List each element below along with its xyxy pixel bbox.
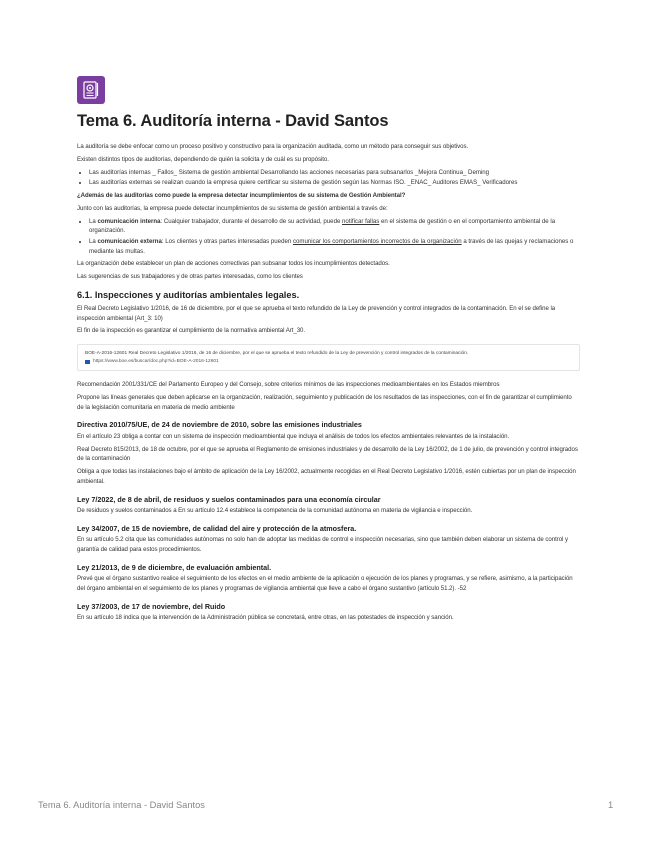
paragraph: Obliga a que todas las instalaciones bajo el ámbito de aplicación de la Ley 16/2002, actualmente recogidas en el Real Decreto Legislativo 1/2016, estén cubiertas por un plan de inspección ambiental. [77, 468, 576, 485]
bookmark-title: BOE-A-2016-12601 Real Decreto Legislativo 1/2016, de 16 de diciembre, por el que se aprueba el texto refundido de la Ley de prevención y control integrados de la contaminación. [85, 351, 469, 357]
paragraph: Recomendación 2001/331/CE del Parlamento Europeo y del Consejo, sobre criterios mínimos de las inspecciones medioambientales en los Estados miembros [77, 381, 500, 389]
paragraph: De residuos y suelos contaminados a En su artículo 12.4 establece la competencia de la comunidad autónoma en materia de vigilancia e inspección. [77, 507, 473, 515]
list-item: • La comunicación interna: Cualquier trabajador, durante el desarrollo de su actividad, puede notificar fallas en el sistema de gestión o en el comportamiento ambiental de la organización. [89, 217, 580, 236]
paragraph: Propone las líneas generales que deben aplicarse en la organización, realización, seguimiento y publicación de los resultados de las inspecciones, con el fin de garantizar el cumplimiento de la legislación comunitaria en materia de medio ambiente [77, 393, 572, 411]
audit-types-list [77, 168, 580, 188]
document-gear-icon [77, 76, 105, 104]
question-heading: ¿Además de las auditorías como puede la empresa detectar incumplimientos de su sistema de Gestión Ambiental? [77, 192, 406, 199]
page-number: 1 [608, 800, 614, 810]
intro-paragraph: La auditoría se debe enfocar como un proceso positivo y constructivo para la organización auditada, como un método para conseguir sus objetivos. [77, 143, 469, 150]
subsection-heading: Ley 21/2013, de 9 de diciembre, de evaluación ambiental. [77, 562, 272, 572]
bookmark-url: https://www.boe.es/buscar/doc.php?id=BOE-A-2016-12601 [93, 359, 219, 365]
page-title: Tema 6. Auditoría interna - David Santos [77, 112, 389, 130]
paragraph: En su artículo 18 indica que la intervención de la Administración pública se concretará, entre otras, en las potestades de inspección y sanción. [77, 614, 454, 622]
subsection-heading: Ley 37/2003, de 17 de noviembre, del Ruido [77, 601, 226, 611]
list-item: • La comunicación externa: Los clientes y otras partes interesadas pueden comunicar los comportamientos incorrectos de la organización a través de las quejas y reclamaciones o mediante las multas. [89, 237, 580, 256]
footer-title: Tema 6. Auditoría interna - David Santos [38, 800, 205, 810]
section-heading: 6.1. Inspecciones y auditorías ambientales legales. [77, 289, 300, 300]
page-content [77, 76, 580, 626]
paragraph: El fin de la inspección es garantizar el cumplimiento de la normativa ambiental Art_30. [77, 327, 306, 335]
subsection-heading: Ley 34/2007, de 15 de noviembre, de calidad del aire y protección de la atmosfera. [77, 523, 357, 533]
question-intro: Junto con las auditorías, la empresa puede detectar incumplimientos de su sistema de gestión ambiental a través de: [77, 204, 388, 212]
list-item: • Las auditorías internas _ Fallos_ Sistema de gestión ambiental Desarrollando las acciones necesarias para subsanarlos _Mejora Continua_ Deming [89, 168, 580, 178]
outro-paragraph: La organización debe establecer un plan de acciones correctivas pan subsanar todos los incumplimientos detectados. [77, 260, 390, 268]
subsection-heading: Directiva 2010/75/UE, de 24 de noviembre de 2010, sobre las emisiones industriales [77, 420, 362, 430]
detection-list [77, 217, 580, 257]
intro-paragraph: Existen distintos tipos de auditorías, dependiendo de quién la solicita y de cuál es su propósito. [77, 155, 329, 163]
subsection-heading: Ley 7/2022, de 8 de abril, de residuos y suelos contaminados para una economía circular [77, 494, 381, 504]
web-bookmark[interactable] [77, 344, 580, 371]
outro-paragraph: Las sugerencias de sus trabajadores y de otras partes interesadas, como los clientes [77, 273, 303, 281]
list-item: • Las auditorías externas se realizan cuando la empresa quiere certificar su sistema de gestión según las Normas ISO. _ENAC_ Auditores EMAS_ Verificadores [89, 178, 580, 188]
paragraph: Prevé que el órgano sustantivo realice el seguimiento de los efectos en el medio ambiente de la aplicación o ejecución de los planes y programas, y se refiere, asimismo, a la participación del órgano ambiental en el seguimiento de los planes y programas de vigilancia ambiental que lleve a cabo el órgano sustantivo (artículo 51.2). -52 [77, 575, 573, 592]
paragraph: En su artículo 5.2 cita que las comunidades autónomas no solo han de adoptar las medidas de control e inspección necesarias, sino que también deben elaborar un sistema de control y garantía de calidad para estos procedimientos. [77, 536, 568, 553]
paragraph: Real Decreto 815/2013, de 18 de octubre, por el que se aprueba el Reglamento de emisiones industriales y de desarrollo de la Ley 16/2002, de 1 de julio, de prevención y control integrados de la contaminación [77, 445, 578, 463]
paragraph: En el artículo 23 obliga a contar con un sistema de inspección medioambiental que incluya el análisis de todos los efectos ambientales relevantes de la instalación. [77, 432, 510, 440]
paragraph: El Real Decreto Legislativo 1/2016, de 16 de diciembre, por el que se aprueba el texto refundido de la Ley de prevención y control integrados de la contaminación. En el se define la inspección ambiental (Art_3: 10) [77, 304, 556, 322]
boe-favicon-icon [85, 360, 90, 364]
